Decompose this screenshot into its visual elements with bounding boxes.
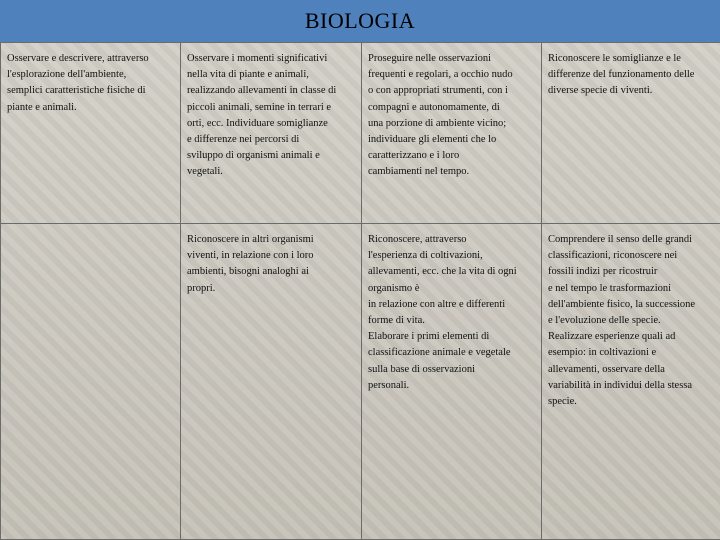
cell-text: Osservare i momenti significativi nella vita di piante e animali, realizzando allevamenti in classe di piccoli animali, semine in terrari e orti, ecc. Individuare somiglianze e differenze nei percorsi di sviluppo di organismi animali e vegetali. <box>187 53 337 178</box>
table-cell <box>181 43 362 224</box>
objectives-table <box>0 42 720 540</box>
table-cell <box>362 43 542 224</box>
page-title: BIOLOGIA <box>304 8 416 33</box>
cell-text: Proseguire nelle osservazioni frequenti e regolari, a occhio nudo o con appropriati strumenti, con i compagni e autonomamente, di una porzione di ambiente vicino; individuare gli elementi che lo caratterizzano e i loro cambiamenti nel tempo. <box>368 53 513 178</box>
table-row <box>1 43 720 224</box>
cell-text: Riconoscere le somiglianze e le differenze del funzionamento delle diverse specie di viventi. <box>548 53 695 97</box>
table-cell <box>542 224 720 540</box>
table-cell-empty <box>1 224 181 540</box>
table-cell <box>181 224 362 540</box>
table-cell <box>542 43 720 224</box>
table-cell <box>1 43 181 224</box>
cell-text: Riconoscere in altri organismi viventi, in relazione con i loro ambienti, bisogni analoghi ai propri. <box>187 234 314 294</box>
table-row <box>1 224 720 540</box>
title-bar <box>0 0 720 43</box>
cell-text: Osservare e descrivere, attraverso l'esplorazione dell'ambiente, semplici caratteristiche fisiche di piante e animali. <box>7 53 149 113</box>
table-cell <box>362 224 542 540</box>
cell-text: Comprendere il senso delle grandi classificazioni, riconoscere nei fossili indizi per ricostruir e nel tempo le trasformazioni dell'ambiente fisico, la successione e l'evoluzione delle specie. Realizzare esperienze quali ad esempio: in coltivazioni e allevamenti, osservare della variabilità in individui della stessa specie. <box>548 234 696 408</box>
cell-text: Riconoscere, attraverso l'esperienza di coltivazioni, allevamenti, ecc. che la vita di ogni organismo è in relazione con altre e differenti forme di vita. Elaborare i primi elementi di classificazione animale e vegetale sulla base di osservazioni personali. <box>368 234 517 391</box>
